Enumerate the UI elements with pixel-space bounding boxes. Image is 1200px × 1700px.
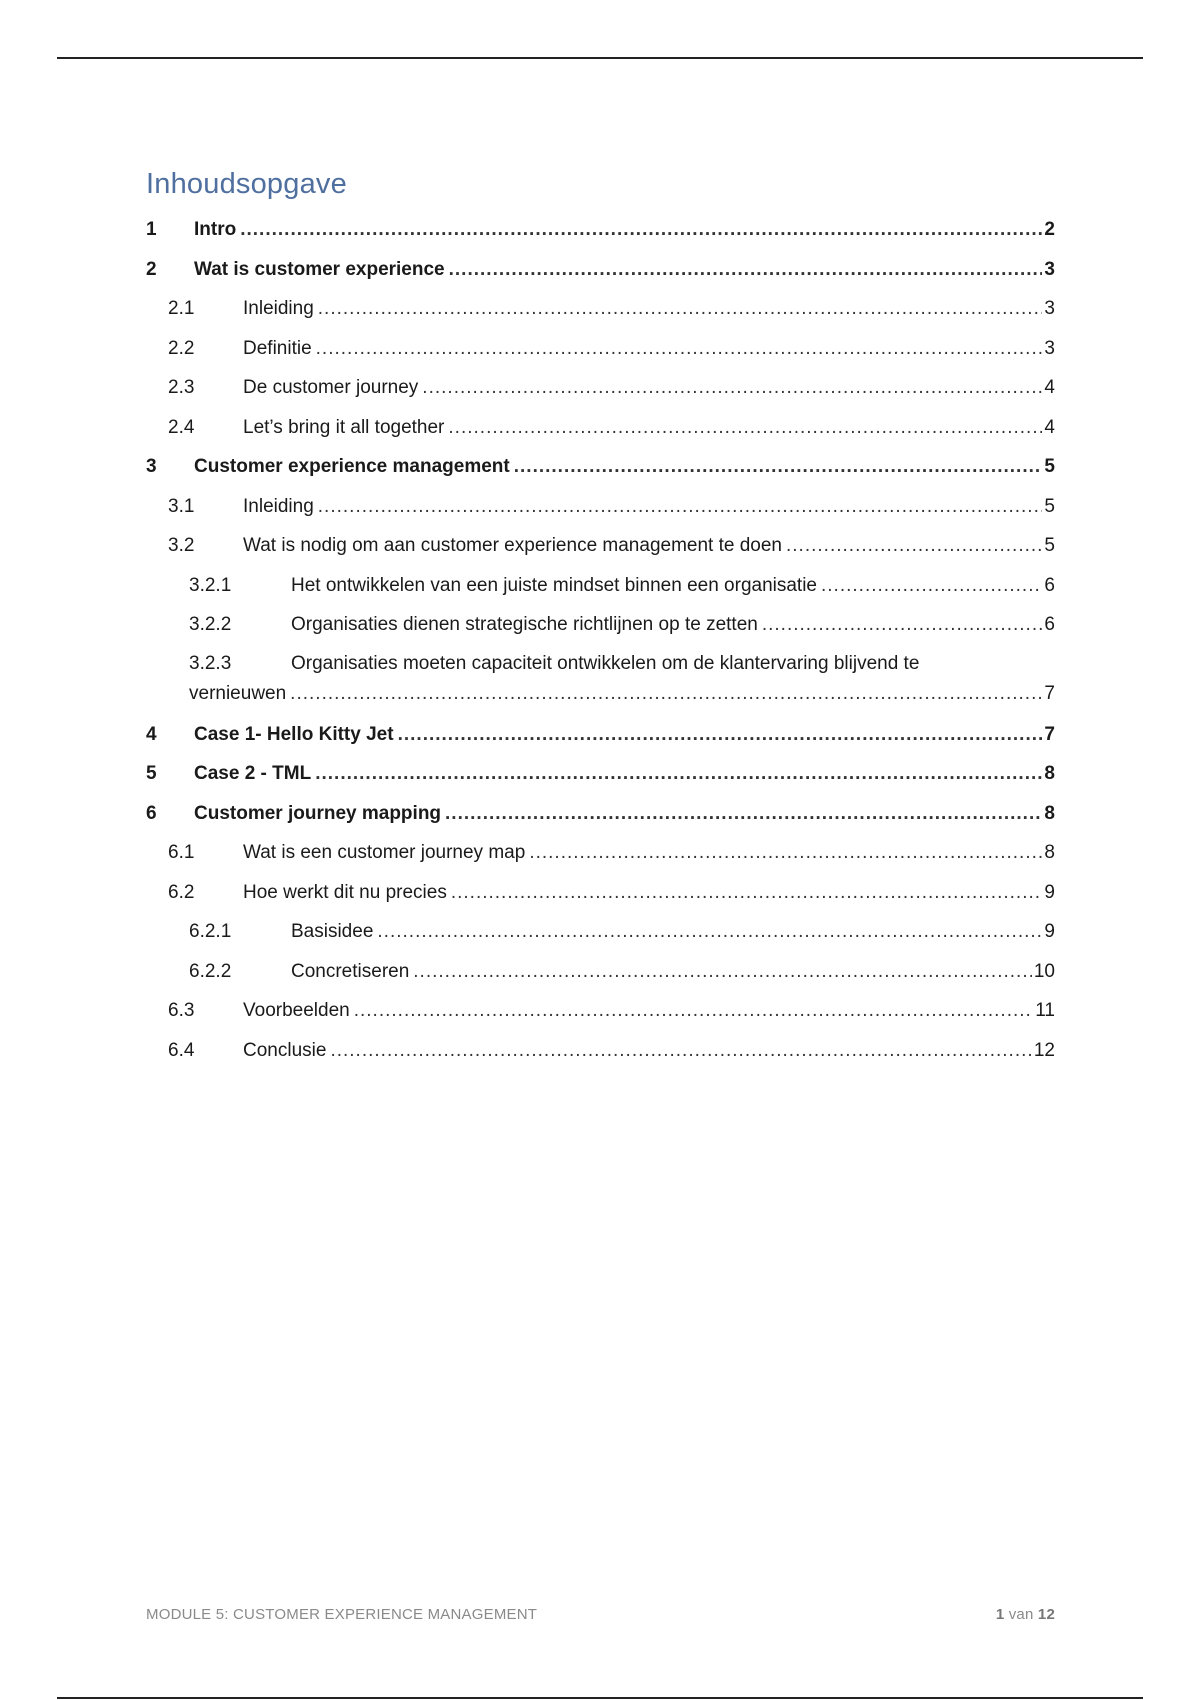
toc-entry[interactable] <box>146 715 1055 755</box>
toc-leader-dots <box>330 1031 1031 1071</box>
toc-entry-number: 3.2.2 <box>189 614 232 635</box>
toc-entry-page: 7 <box>1044 723 1055 745</box>
toc-leader-dots <box>318 289 1043 329</box>
toc-entry-page: 2 <box>1044 219 1055 240</box>
toc-entry-page: 5 <box>1044 535 1055 556</box>
toc-entry-number: 3.2.3 <box>189 652 232 674</box>
toc-entry[interactable] <box>146 408 1055 448</box>
footer-page-number <box>996 1606 1055 1623</box>
toc-entry[interactable] <box>146 447 1055 487</box>
toc-entry-number: 3.2.1 <box>189 574 232 596</box>
toc-leader-dots <box>398 715 1043 755</box>
toc-entry-number: 2.4 <box>168 416 195 438</box>
toc-entry-page: 6 <box>1044 574 1055 596</box>
toc-entry-number: 6 <box>146 802 157 824</box>
footer-module-title: MODULE 5: CUSTOMER EXPERIENCE MANAGEMENT <box>146 1606 538 1623</box>
toc-leader-dots <box>377 912 1042 952</box>
toc-entry[interactable] <box>146 794 1055 834</box>
footer-page-separator: van <box>1008 1606 1034 1623</box>
toc-entry-page: 4 <box>1044 416 1055 438</box>
toc-entry-number: 5 <box>146 763 157 784</box>
toc-entry-title: Basisidee <box>291 921 374 942</box>
toc-entry-page: 3 <box>1044 258 1055 280</box>
toc-entry-title: Let’s bring it all together <box>243 416 445 438</box>
toc-entry-number: 6.2 <box>168 881 195 903</box>
toc-entry-number: 2.1 <box>168 298 195 319</box>
toc-entry[interactable] <box>146 329 1055 369</box>
toc-entry-title: De customer journey <box>243 377 419 398</box>
toc-entry[interactable] <box>146 210 1055 250</box>
toc-entry[interactable] <box>146 912 1055 952</box>
toc-leader-dots <box>354 991 1034 1031</box>
toc-leader-dots <box>422 368 1042 408</box>
toc-entry[interactable] <box>146 1031 1055 1071</box>
toc-entry-title: Definitie <box>243 337 312 359</box>
toc-entry-number: 2 <box>146 258 157 280</box>
toc-entry-number: 3.2 <box>168 535 195 556</box>
page-footer <box>146 1606 1055 1623</box>
toc-entry-page: 8 <box>1044 763 1055 784</box>
toc-entry-page: 12 <box>1033 1039 1055 1061</box>
toc-entry-page: 9 <box>1044 881 1055 903</box>
toc-entry-title: Customer experience management <box>194 456 510 477</box>
toc-entry-title: Het ontwikkelen van een juiste mindset binnen een organisatie <box>291 574 817 596</box>
toc-entry-page: 10 <box>1033 960 1055 982</box>
toc-entry-title: Inleiding <box>243 298 314 319</box>
toc-entry-page: 9 <box>1044 921 1055 942</box>
toc-leader-dots <box>514 447 1043 487</box>
toc-entry-title: Case 1- Hello Kitty Jet <box>194 723 394 745</box>
toc-entry-number: 6.3 <box>168 1000 195 1021</box>
toc-entry-title: Hoe werkt dit nu precies <box>243 881 447 903</box>
footer-page-total: 12 <box>1037 1606 1055 1623</box>
toc-leader-dots <box>786 526 1042 566</box>
toc-leader-dots <box>821 566 1042 606</box>
toc-leader-dots <box>448 408 1042 448</box>
toc-entry[interactable] <box>146 754 1055 794</box>
toc-entry[interactable] <box>146 605 1055 645</box>
toc-entry[interactable] <box>146 487 1055 527</box>
toc-entry-page: 3 <box>1044 298 1055 319</box>
toc-leader-dots <box>240 210 1042 250</box>
toc-entry-number: 2.3 <box>168 377 195 398</box>
toc-leader-dots <box>451 873 1043 913</box>
toc-entry-page: 4 <box>1044 377 1055 398</box>
toc-entry-page: 5 <box>1044 456 1055 477</box>
toc-entry-page: 6 <box>1044 614 1055 635</box>
toc-entry-title-continued: vernieuwen <box>189 682 287 704</box>
toc-leader-dots <box>445 794 1042 834</box>
toc-entry-title: Concretiseren <box>291 960 410 982</box>
footer-page-current: 1 <box>995 1606 1005 1623</box>
toc-entry-title: Wat is nodig om aan customer experience management te doen <box>243 535 782 556</box>
toc-entry-number: 6.2.1 <box>189 921 232 942</box>
toc-leader-dots <box>318 487 1043 527</box>
toc-entry-page: 5 <box>1044 495 1055 517</box>
toc-entry-number: 4 <box>146 723 157 745</box>
toc-leader-dots <box>316 329 1043 369</box>
toc-leader-dots <box>449 250 1043 290</box>
toc-entry-page: 11 <box>1035 1000 1055 1021</box>
toc-entry-number: 2.2 <box>168 337 195 359</box>
toc-entry-title: Wat is een customer journey map <box>243 842 526 863</box>
toc-title: Inhoudsopgave <box>146 168 347 200</box>
toc-leader-dots <box>529 833 1042 873</box>
toc-entry-number: 6.2.2 <box>189 960 232 982</box>
toc-entry-number: 3 <box>146 456 157 477</box>
toc-entry-title: Voorbeelden <box>243 1000 350 1021</box>
toc-entry[interactable] <box>146 566 1055 606</box>
toc-entry-number: 6.1 <box>168 842 195 863</box>
footer-rule <box>57 1697 1143 1699</box>
toc-entry[interactable] <box>146 368 1055 408</box>
toc-entry-number: 3.1 <box>168 495 195 517</box>
toc-entry-title: Organisaties moeten capaciteit ontwikkelen om de klantervaring blijvend te <box>291 652 920 674</box>
toc-entry[interactable] <box>146 873 1055 913</box>
toc-entry-title: Case 2 - TML <box>194 763 312 784</box>
toc-leader-dots <box>290 679 1042 709</box>
toc-entry[interactable] <box>146 289 1055 329</box>
table-of-contents <box>146 210 1055 1070</box>
toc-entry-page: 3 <box>1044 337 1055 359</box>
toc-entry[interactable] <box>146 526 1055 566</box>
toc-entry-title: Intro <box>194 219 237 240</box>
toc-entry-number: 1 <box>146 219 157 240</box>
toc-entry[interactable] <box>146 250 1055 290</box>
toc-entry-title: Conclusie <box>243 1039 327 1061</box>
toc-entry[interactable] <box>146 833 1055 873</box>
toc-entry-title: Wat is customer experience <box>194 258 445 280</box>
toc-entry[interactable] <box>146 952 1055 992</box>
toc-entry-title: Inleiding <box>243 495 314 517</box>
toc-entry[interactable] <box>146 991 1055 1031</box>
toc-entry-number: 6.4 <box>168 1039 195 1061</box>
toc-leader-dots <box>315 754 1042 794</box>
toc-leader-dots <box>762 605 1043 645</box>
toc-entry[interactable] <box>146 645 1055 715</box>
toc-entry-title: Customer journey mapping <box>194 802 442 824</box>
toc-entry-title: Organisaties dienen strategische richtlijnen op te zetten <box>291 614 758 635</box>
toc-entry-page: 8 <box>1044 842 1055 863</box>
toc-entry-page: 8 <box>1044 802 1055 824</box>
header-rule <box>57 57 1143 59</box>
toc-leader-dots <box>413 952 1032 992</box>
toc-entry-page: 7 <box>1044 682 1055 704</box>
